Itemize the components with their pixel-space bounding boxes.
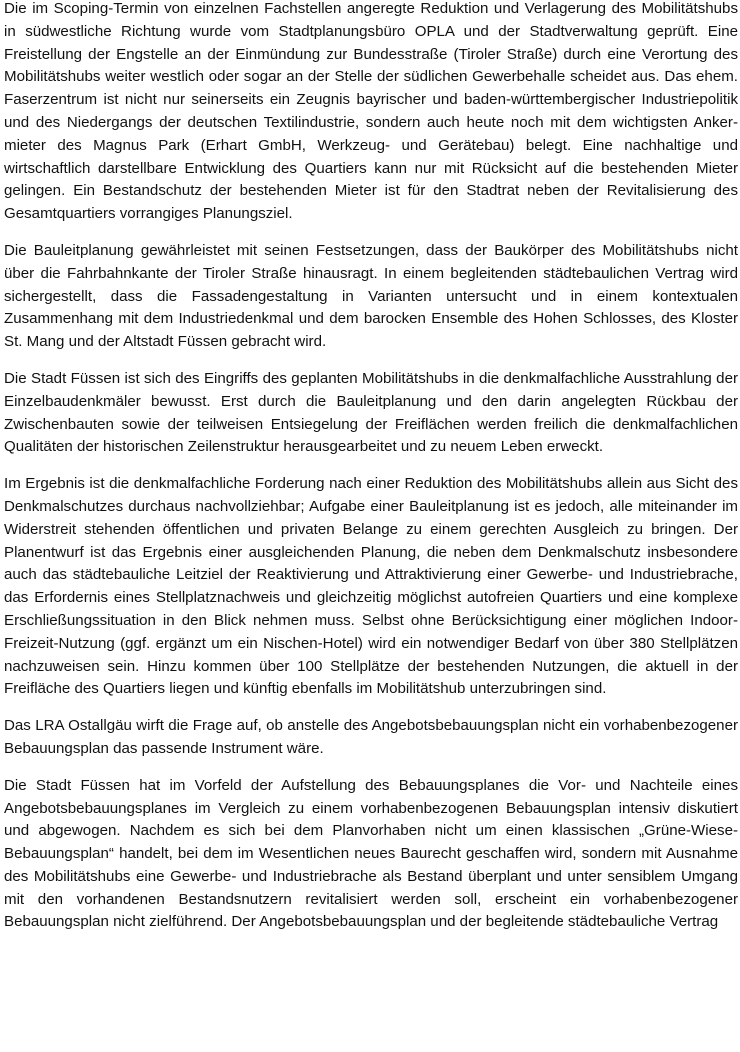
paragraph-city-response: Die Stadt Füssen hat im Vorfeld der Aufstellung des Bebauungsplanes die Vor- und Nachteile eines Angebotsbebauungsplanes im Vergleich zu einem vorhabenbezogenen Bebauungsplan intensiv diskutiert und abgewogen. Nachdem es sich bei dem Planvorhaben nicht um einen klassischen „Grüne-Wiese-Bebauungsplan“ handelt, bei dem im Wesentlichen neues Baurecht geschaffen wird, sondern mit Ausnahme des Mobilitätshubs eine Gewerbe- und Industriebrache als Bestand überplant und unter sensiblem Umgang mit den vorhandenen Bestandsnutzern revitalisiert werden soll, erscheint ein vorhabenbezogener Bebauungsplan nicht zielführend. Der Angebotsbebauungsplan und der begleitende städtebauliche Vertrag — [4, 776, 738, 931]
paragraph-mobility-hub-relocation: Die im Scoping-Termin von einzelnen Fachstellen angeregte Reduktion und Verlagerung des Mobilitätshubs in südwestliche Richtung wurde vom Stadtplanungsbüro OPLA und der Stadtverwaltung geprüft. Eine Freistellung der Engstelle an der Einmündung zur Bundesstraße (Tiroler Straße) durch eine Verortung des Mobilitätshubs weiter westlich oder sogar an der Stelle der südlichen Gewerbehalle scheidet aus. Das ehem. Faserzentrum ist nicht nur seinerseits ein Zeugnis bayrischer und baden-württembergischer Industriepolitik und des Niedergangs der deutschen Textilindustrie, sondern auch heute noch mit dem wichtigsten Ankermieter des Magnus Park (Erhart GmbH, Werkzeug- und Gerätebau) belegt. Eine nachhaltige und wirtschaftlich darstellbare Entwicklung des Quartiers kann nur mit Rücksicht auf die bestehenden Mieter gelingen. Ein Bestandschutz der bestehenden Mieter ist für den Stadtrat neben der Revitalisierung des Gesamtquartiers vorrangiges Planungsziel. — [4, 0, 738, 223]
paragraph-facade-design: Die Bauleitplanung gewährleistet mit seinen Festsetzungen, dass der Baukörper des Mobilitätshubs nicht über die Fahrbahnkante der Tiroler Straße hinausragt. In einem begleitenden städtebaulichen Vertrag wird sichergestellt, dass die Fassadengestaltung in Varianten untersucht und in einem kontextualen Zusammenhang mit dem Industriedenkmal und dem barocken Ensemble des Hohen Schlosses, des Kloster St. Mang und der Altstadt Füssen gebracht wird. — [4, 241, 738, 351]
paragraph-monument-impact: Die Stadt Füssen ist sich des Eingriffs des geplanten Mobilitätshubs in die denkmalfachliche Ausstrahlung der Einzelbaudenkmäler bewusst. Erst durch die Bauleitplanung und den darin angelegten Rückbau der Zwischenbauten sowie der teilweisen Entsiegelung der Freiflächen werden freilich die denkmalfachlichen Qualitäten der historischen Zeilenstruktur herausgearbeitet und zu neuem Leben erweckt. — [4, 369, 738, 456]
paragraph-balancing-interests: Im Ergebnis ist die denkmalfachliche Forderung nach einer Reduktion des Mobilitätshubs allein aus Sicht des Denkmalschutzes durchaus nachvollziehbar; Aufgabe einer Bauleitplanung ist es jedoch, alle miteinander im Widerstreit stehenden öffentlichen und privaten Belange zu einem gerechten Ausgleich zu bringen. Der Planentwurf ist das Ergebnis einer ausgleichenden Planung, die neben dem Denkmalschutz insbesondere auch das städtebauliche Leitziel der Reaktivierung und Attraktivierung einer Gewerbe- und Industriebrache, das Erfordernis eines Stellplatznachweis und gleichzeitig möglichst autofreien Quartiers und eine komplexe Erschließungssituation in den Blick nehmen muss. Selbst ohne Berücksichtigung einer möglichen Indoor-Freizeit-Nutzung (ggf. ergänzt um ein Nischen-Hotel) wird ein notwendiger Bedarf von über 380 Stellplätzen nachzuweisen sein. Hinzu kommen über 100 Stellplätze der bestehenden Nutzungen, die aktuell in der Freifläche des Quartiers liegen und künftig ebenfalls im Mobilitätshub unterzubringen sind. — [4, 475, 738, 698]
paragraph-lra-question: Das LRA Ostallgäu wirft die Frage auf, ob anstelle des Angebotsbebauungsplan nicht ein vorhabenbezogener Bebauungsplan das passende Instrument wäre. — [4, 717, 738, 757]
